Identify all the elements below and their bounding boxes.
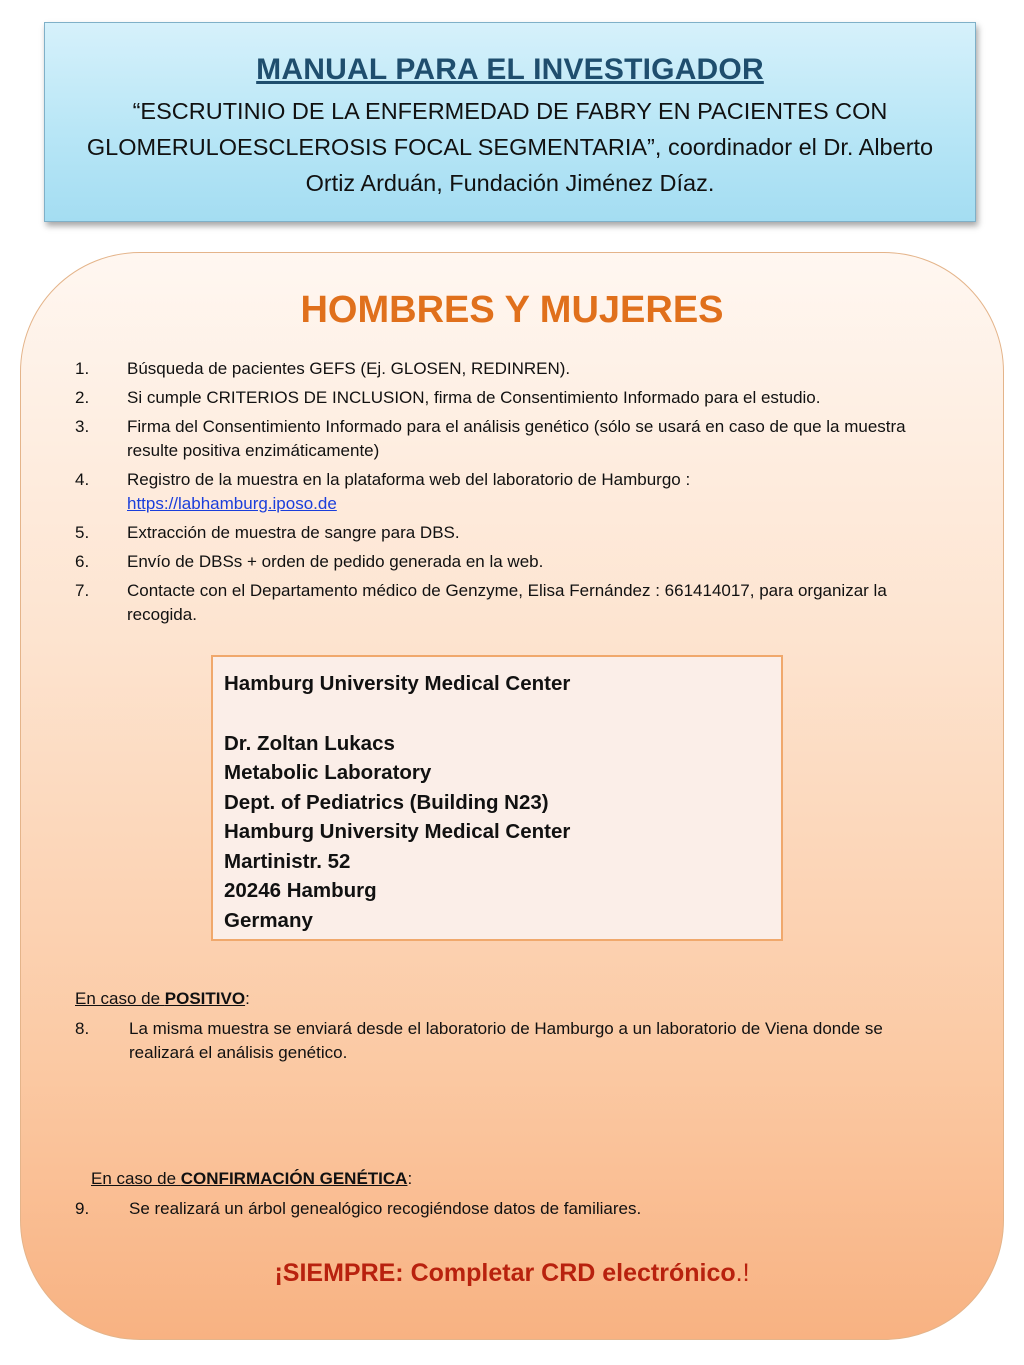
step-number: 2. <box>75 388 90 407</box>
step-number: 9. <box>75 1199 90 1218</box>
document-header <box>44 22 976 222</box>
step-number: 7. <box>75 581 90 600</box>
positive-case-heading: En caso de POSITIVO: <box>75 989 250 1008</box>
step-number: 4. <box>75 470 90 489</box>
procedure-steps <box>75 357 955 632</box>
step-text: Si cumple CRITERIOS DE INCLUSION, firma de Consentimiento Informado para el estudio. <box>127 388 821 407</box>
address-line: Dept. of Pediatrics (Building N23) <box>224 790 549 814</box>
address-line: 20246 Hamburg <box>224 879 377 902</box>
content-panel <box>20 252 1004 1340</box>
section-title: HOMBRES Y MUJERES <box>300 289 724 331</box>
step-number: 3. <box>75 417 90 436</box>
address-line: Germany <box>224 908 313 932</box>
address-line: Hamburg University Medical Center <box>224 672 571 695</box>
step-number: 5. <box>75 523 90 542</box>
step-text: Envío de DBSs + orden de pedido generada en la web. <box>127 552 544 571</box>
step-text: Firma del Consentimiento Informado para el análisis genético (sólo se usará en caso de que la muestra resulte positiva enzimáticamente) <box>127 417 906 460</box>
step-text: La misma muestra se enviará desde el laboratorio de Hamburgo a un laboratorio de Viena donde se realizará el análisis genético. <box>129 1019 883 1062</box>
confirmation-case-heading: En caso de CONFIRMACIÓN GENÉTICA: <box>91 1169 413 1188</box>
positive-step <box>75 1017 915 1065</box>
manual-title: MANUAL PARA EL INVESTIGADOR <box>256 53 764 86</box>
study-subtitle: “ESCRUTINIO DE LA ENFERMEDAD DE FABRY EN PACIENTES CON GLOMERULOESCLEROSIS FOCAL SEGMENTARIA”, coordinador el Dr. Alberto Ortiz Arduán, Fundación Jiménez Díaz. <box>86 98 934 196</box>
step-item <box>75 521 955 545</box>
step-item <box>75 579 955 627</box>
step-number: 6. <box>75 552 90 571</box>
confirmation-step <box>75 1197 915 1221</box>
step-text: Contacte con el Departamento médico de Genzyme, Elisa Fernández : 661414017, para organizar la recogida. <box>127 581 887 624</box>
step-text: Se realizará un árbol genealógico recogiéndose datos de familiares. <box>129 1199 642 1218</box>
address-line: Hamburg University Medical Center <box>224 820 571 843</box>
always-reminder: ¡SIEMPRE: Completar CRD electrónico.! <box>274 1259 750 1287</box>
step-item <box>75 550 955 574</box>
lab-registration-link[interactable]: https://labhamburg.iposo.de <box>127 494 337 513</box>
step-item <box>75 415 955 463</box>
address-line: Dr. Zoltan Lukacs <box>224 731 395 755</box>
step-number: 8. <box>75 1019 90 1038</box>
step-item <box>75 468 955 516</box>
step-item <box>75 357 955 381</box>
address-line: Martinistr. 52 <box>224 849 351 873</box>
shipping-address-box <box>211 655 783 941</box>
step-text: Búsqueda de pacientes GEFS (Ej. GLOSEN, REDINREN). <box>127 359 571 378</box>
address-line: Metabolic Laboratory <box>224 761 432 784</box>
step-text: Extracción de muestra de sangre para DBS. <box>127 523 460 542</box>
step-item <box>75 386 955 410</box>
step-number: 1. <box>75 359 90 378</box>
step-text: Registro de la muestra en la plataforma web del laboratorio de Hamburgo : <box>127 470 691 489</box>
